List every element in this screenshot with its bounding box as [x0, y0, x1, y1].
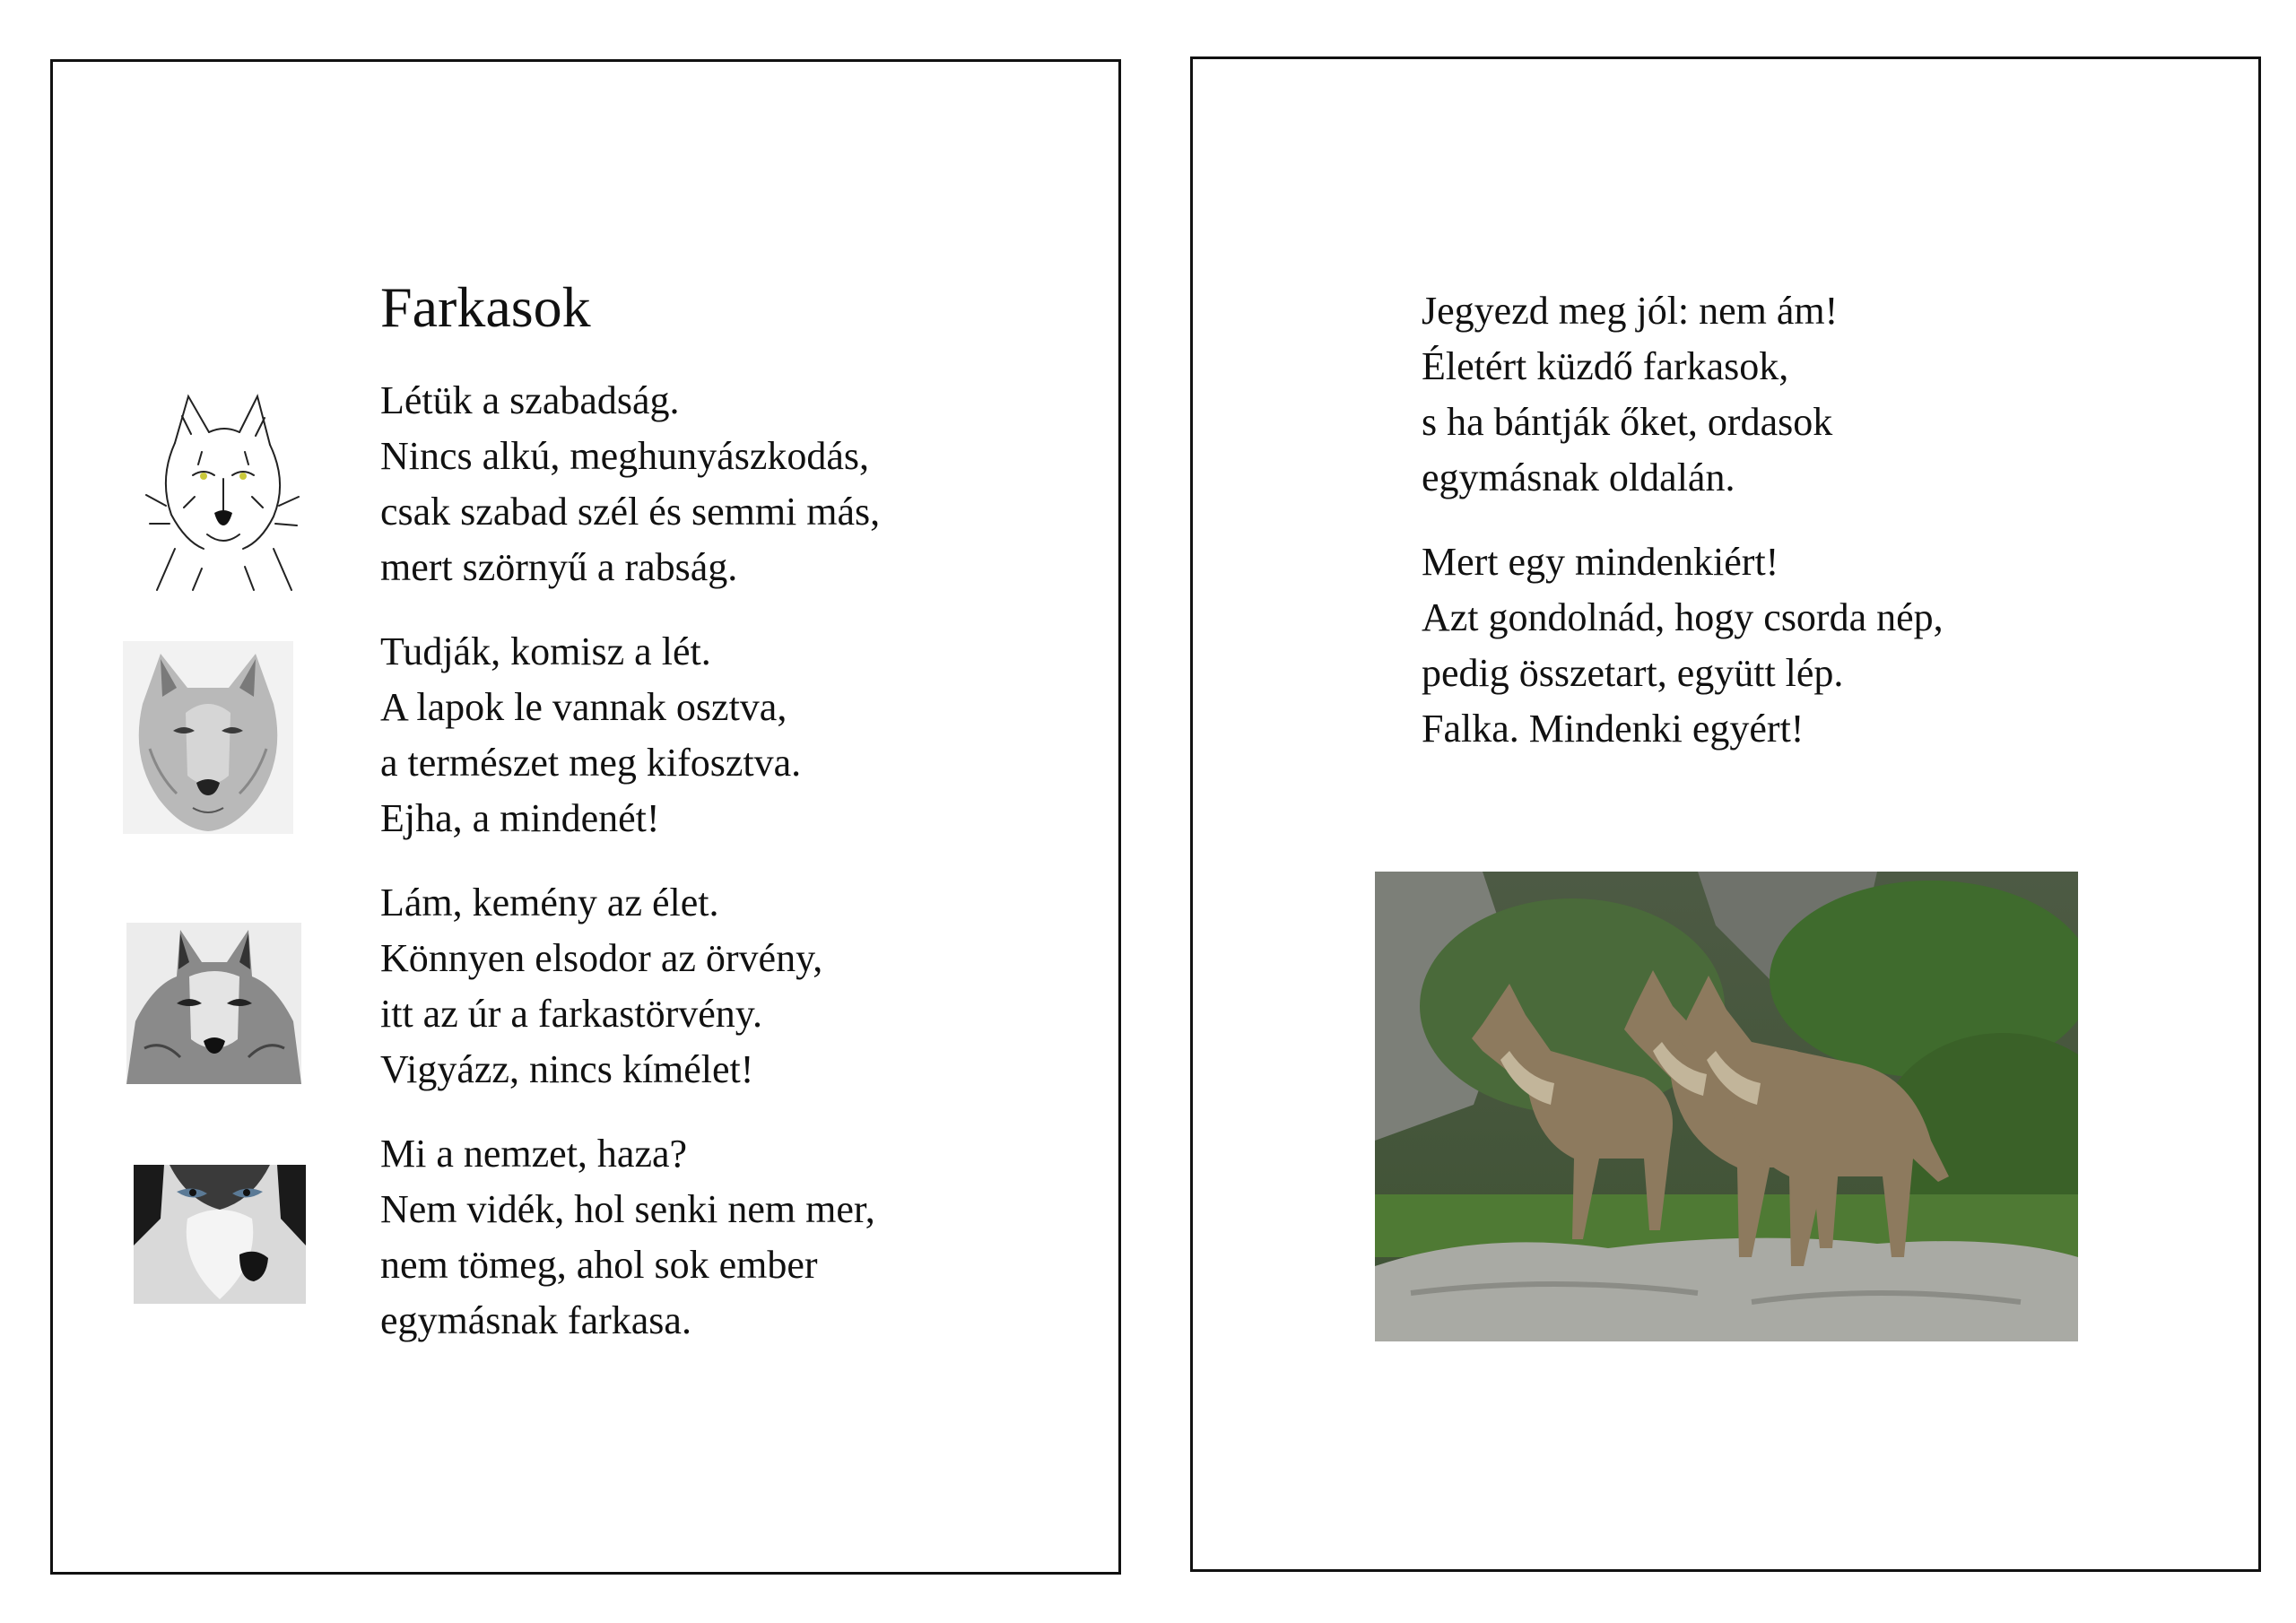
poem-line: nem tömeg, ahol sok ember [380, 1243, 818, 1287]
stanza-2 [380, 624, 801, 846]
poem-line: csak szabad szél és semmi más, [380, 490, 881, 534]
right-page [1190, 56, 2261, 1572]
poem-line: A lapok le vannak osztva, [380, 685, 787, 729]
poem-line: Ejha, a mindenét! [380, 796, 660, 840]
poem-line: Tudják, komisz a lét. [380, 629, 711, 673]
poem-title: Farkasok [380, 275, 591, 339]
poem-line: Lám, kemény az élet. [380, 881, 719, 924]
wolf-shaded-drawing [126, 923, 301, 1084]
stanza-1 [380, 373, 880, 595]
poem-line: egymásnak farkasa. [380, 1298, 691, 1342]
poem-line: Azt gondolnád, hogy csorda nép, [1422, 595, 1944, 639]
poem-line: egymásnak oldalán. [1422, 456, 1735, 499]
poem-line: Könnyen elsodor az örvény, [380, 936, 823, 980]
poem-line: Vigyázz, nincs kímélet! [380, 1047, 754, 1091]
poem-line: mert szörnyű a rabság. [380, 545, 738, 589]
poem-line: itt az úr a farkastörvény. [380, 992, 762, 1036]
poem-line: Falka. Mindenki egyért! [1422, 707, 1805, 751]
poem-line: Jegyezd meg jól: nem ám! [1422, 289, 1839, 333]
poem-line: a természet meg kifosztva. [380, 741, 802, 785]
poem-line: Nincs alkú, meghunyászkodás, [380, 434, 869, 478]
stanza-6 [1422, 534, 1944, 757]
husky-face-photo [134, 1165, 306, 1304]
stanza-5 [1422, 283, 1838, 506]
wolf-line-drawing [139, 389, 309, 591]
poem-line: pedig összetart, együtt lép. [1422, 651, 1844, 695]
poem-line: Létük a szabadság. [380, 378, 680, 422]
wolf-pencil-sketch [123, 641, 293, 834]
left-page [50, 59, 1121, 1575]
wolf-pack-photo [1375, 872, 2078, 1341]
poem-line: Életért küzdő farkasok, [1422, 344, 1789, 388]
poem-line: Nem vidék, hol senki nem mer, [380, 1187, 875, 1231]
poem-line: Mi a nemzet, haza? [380, 1132, 688, 1176]
stanza-3 [380, 875, 822, 1098]
poem-line: s ha bántják őket, ordasok [1422, 400, 1833, 444]
poem-line: Mert egy mindenkiért! [1422, 540, 1779, 584]
stanza-4 [380, 1126, 875, 1349]
